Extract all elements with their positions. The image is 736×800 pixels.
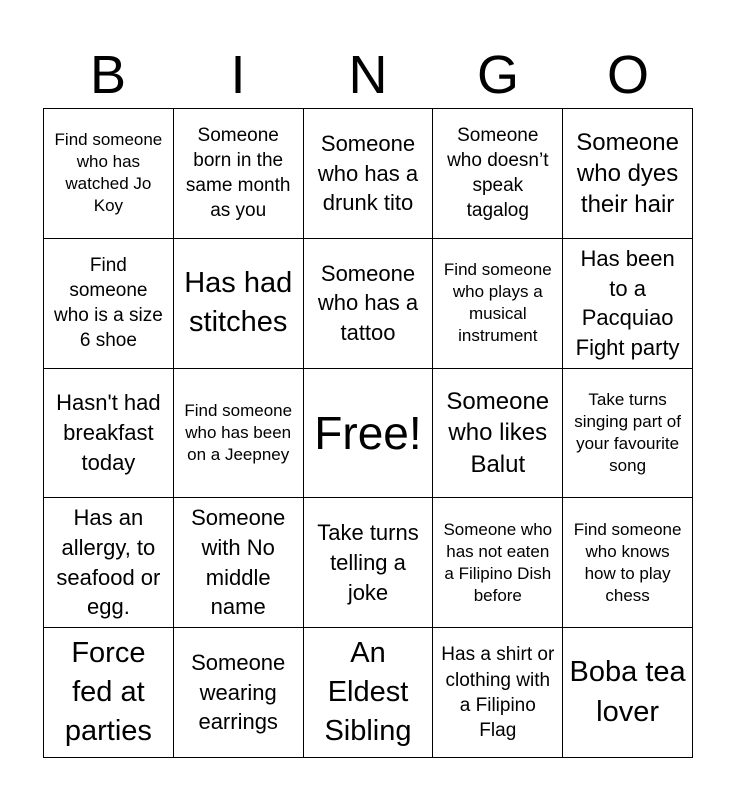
header-letter-n: N <box>348 45 388 105</box>
bingo-cell-r1c3[interactable]: Someone who has a drunk tito <box>304 109 434 239</box>
bingo-cell-r1c1[interactable]: Find someone who has watched Jo Koy <box>44 109 174 239</box>
bingo-cell-r4c1[interactable]: Has an allergy, to seafood or egg. <box>44 498 174 628</box>
bingo-cell-r3c4[interactable]: Someone who likes Balut <box>433 369 563 499</box>
bingo-cell-r5c5[interactable]: Boba tea lover <box>563 628 693 758</box>
header-letter-g: G <box>476 45 519 105</box>
bingo-cell-r3c2[interactable]: Find someone who has been on a Jeepney <box>174 369 304 499</box>
bingo-cell-r2c1[interactable]: Find someone who is a size 6 shoe <box>44 239 174 369</box>
bingo-cell-r1c4[interactable]: Someone who doesn’t speak tagalog <box>433 109 563 239</box>
bingo-cell-r1c5[interactable]: Someone who dyes their hair <box>563 109 693 239</box>
bingo-header <box>43 42 693 108</box>
bingo-cell-r2c2[interactable]: Has had stitches <box>174 239 304 369</box>
bingo-cell-r2c4[interactable]: Find someone who plays a musical instrument <box>433 239 563 369</box>
bingo-cell-r2c3[interactable]: Someone who has a tattoo <box>304 239 434 369</box>
header-letter-i: I <box>230 45 246 105</box>
bingo-cell-r5c3[interactable]: An Eldest Sibling <box>304 628 434 758</box>
bingo-cell-r4c5[interactable]: Find someone who knows how to play chess <box>563 498 693 628</box>
header-letter-b: B <box>89 45 127 105</box>
bingo-cell-r5c2[interactable]: Someone wearing earrings <box>174 628 304 758</box>
bingo-cell-r3c5[interactable]: Take turns singing part of your favourite song <box>563 369 693 499</box>
bingo-cell-r3c1[interactable]: Hasn't had breakfast today <box>44 369 174 499</box>
bingo-cell-free[interactable]: Free! <box>304 369 434 499</box>
bingo-board <box>43 108 693 758</box>
bingo-cell-r4c2[interactable]: Someone with No middle name <box>174 498 304 628</box>
bingo-cell-r4c4[interactable]: Someone who has not eaten a Filipino Dish before <box>433 498 563 628</box>
bingo-cell-r4c3[interactable]: Take turns telling a joke <box>304 498 434 628</box>
bingo-cell-r5c4[interactable]: Has a shirt or clothing with a Filipino Flag <box>433 628 563 758</box>
bingo-cell-r1c2[interactable]: Someone born in the same month as you <box>174 109 304 239</box>
bingo-cell-r5c1[interactable]: Force fed at parties <box>44 628 174 758</box>
bingo-cell-r2c5[interactable]: Has been to a Pacquiao Fight party <box>563 239 693 369</box>
header-letter-o: O <box>606 45 649 105</box>
